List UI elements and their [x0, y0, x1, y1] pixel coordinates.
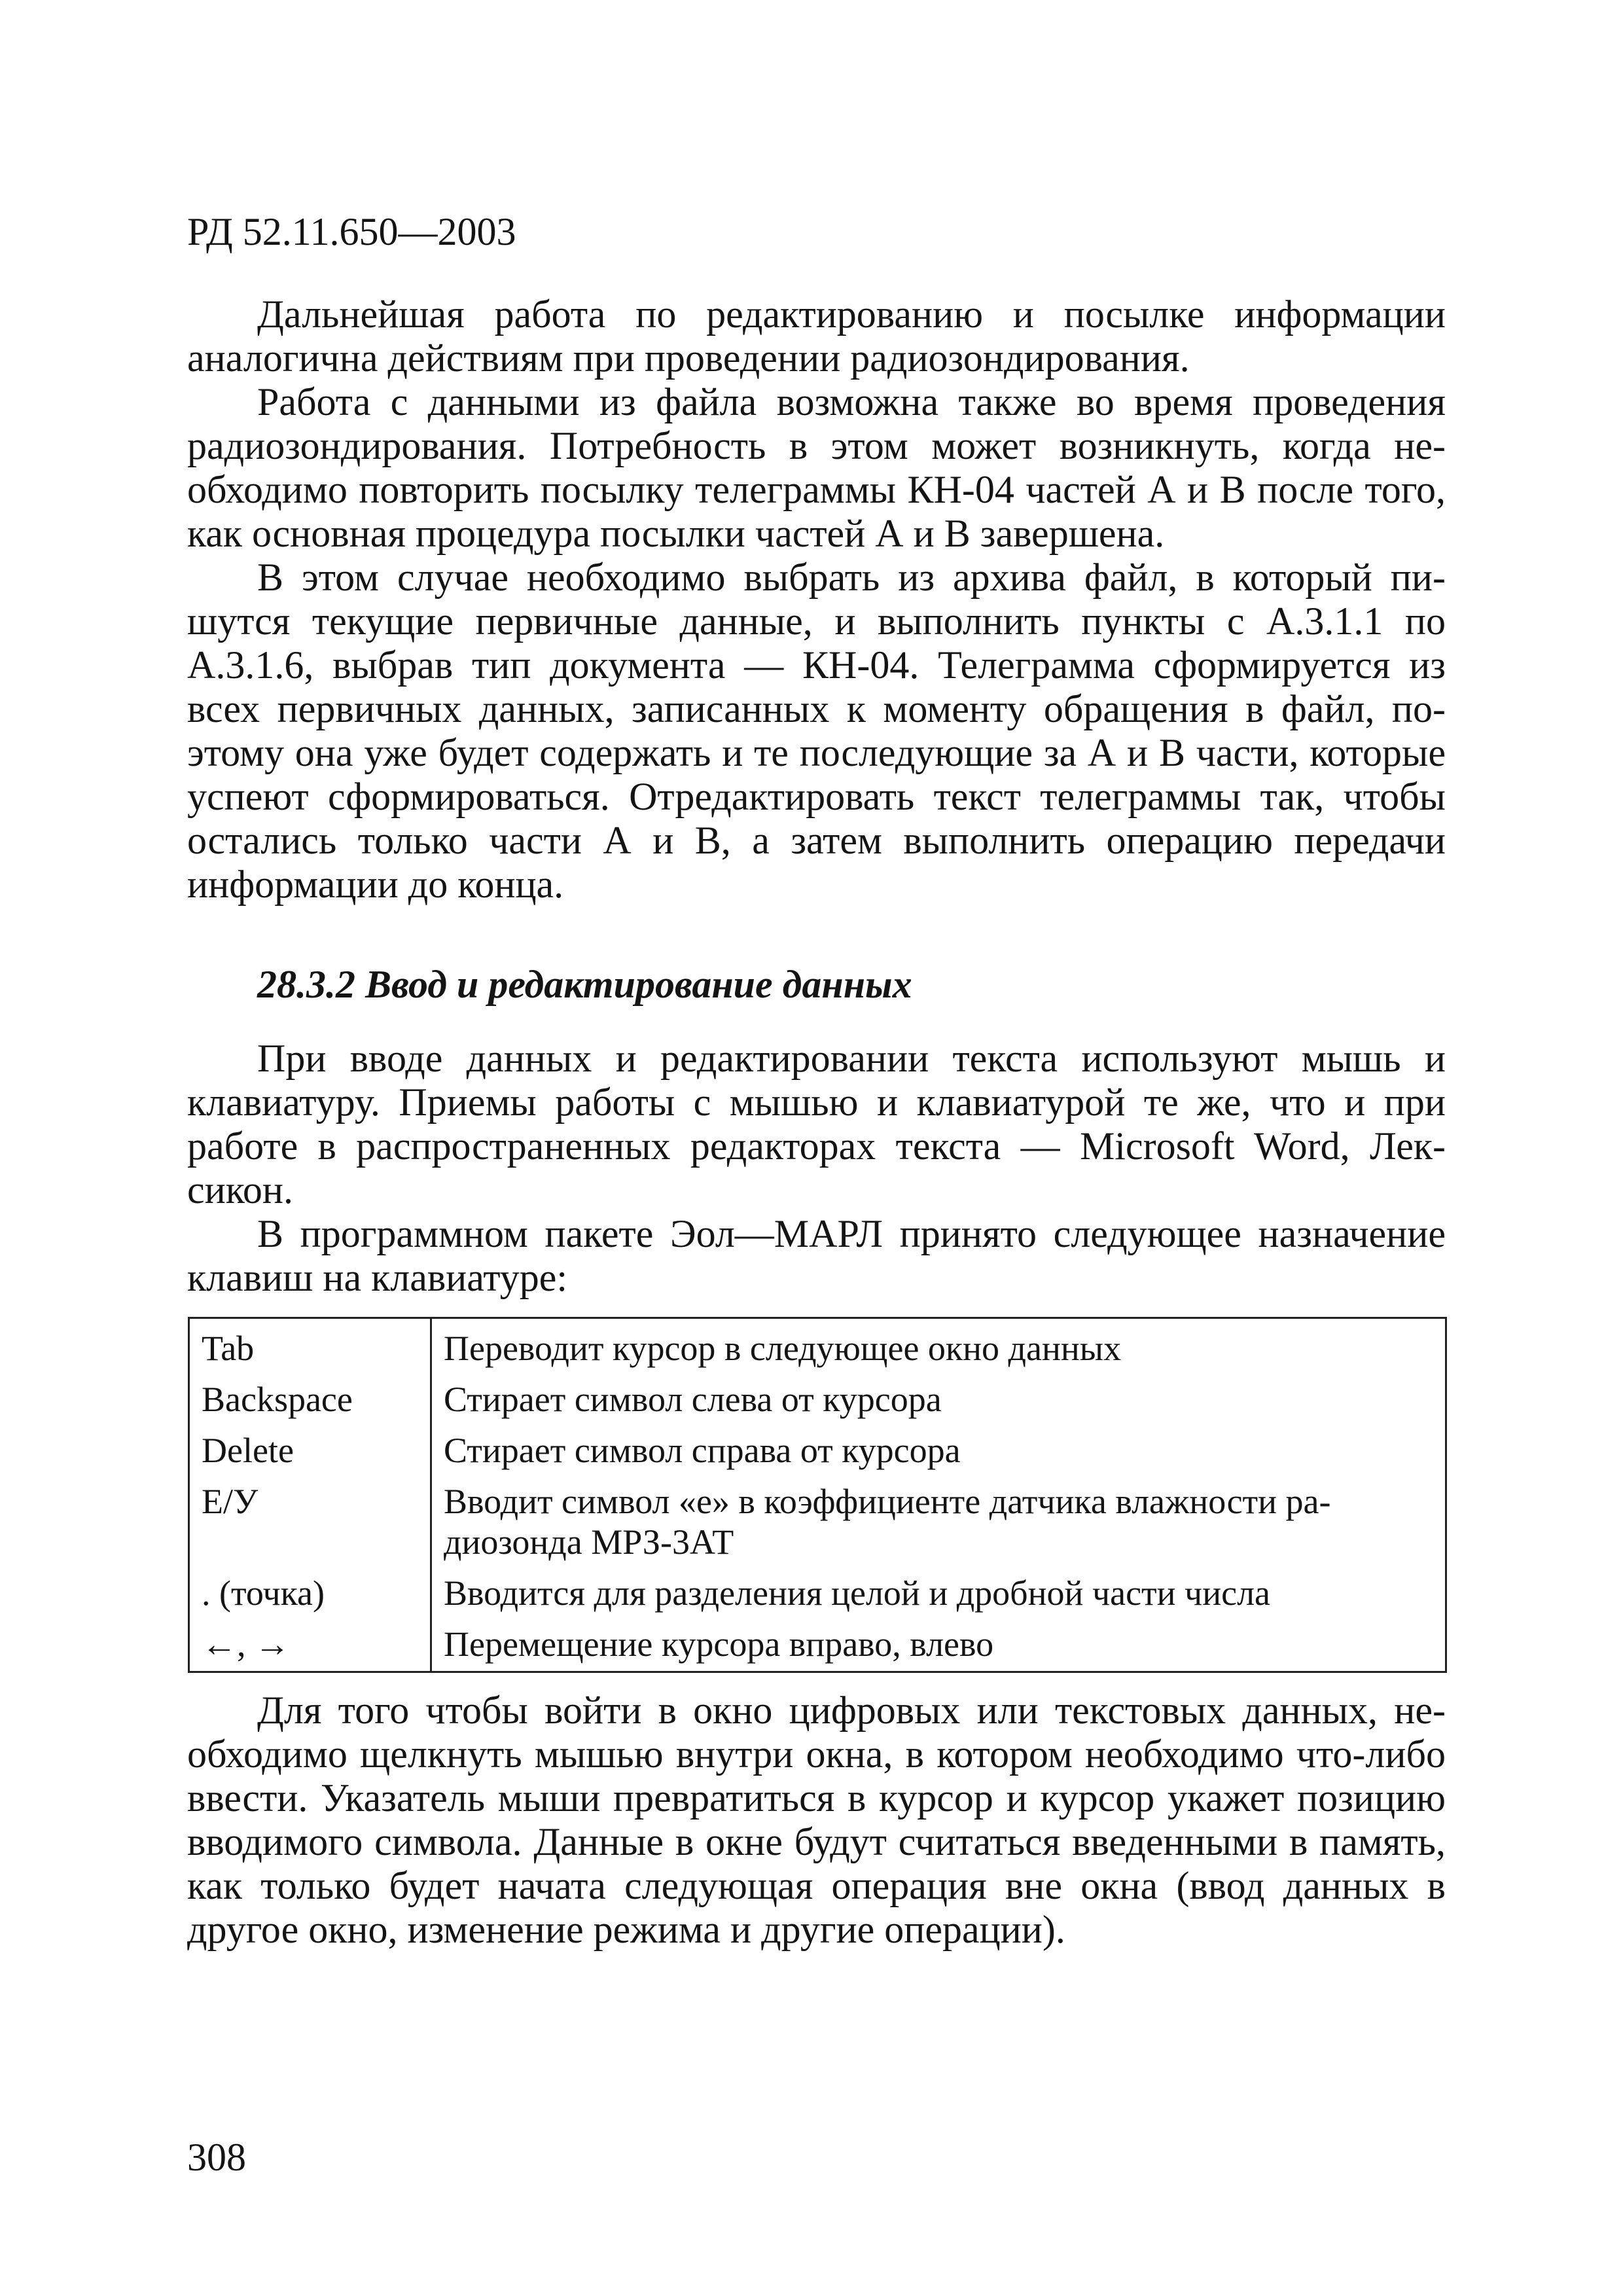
intro-text: [187, 293, 1446, 906]
action-cell: Стирает символ справа от курсора: [431, 1426, 1446, 1477]
key-assignment-table: [188, 1317, 1447, 1673]
key-cell: ←, →: [189, 1620, 431, 1672]
section-text: [187, 1037, 1446, 1300]
running-header: РД 52.11.650—2003: [187, 210, 516, 253]
key-cell: . (точка): [189, 1569, 431, 1620]
action-cell: Вводится для разделения целой и дробной части числа: [431, 1569, 1446, 1620]
table-row: [189, 1426, 1446, 1477]
page-number: 308: [187, 2136, 246, 2179]
section-heading: 28.3.2 Ввод и редактирование данных: [257, 963, 912, 1006]
action-cell: Перемещение курсора вправо, влево: [431, 1620, 1446, 1672]
paragraph: В программном пакете Эол—МАРЛ принято следующее назначение клавиш на клавиатуре:: [187, 1212, 1446, 1299]
action-cell: Стирает символ слева от курсора: [431, 1375, 1446, 1426]
key-cell: Tab: [189, 1318, 431, 1376]
action-cell: Переводит курсор в следующее окно данных: [431, 1318, 1446, 1376]
paragraph: При вводе данных и редактировании текста используют мышь и клавиатуру. Приемы работы с мышью и клавиатурой те же, что и при работе в распространенных редакторах текста — Microsoft Word, Лексикон.: [187, 1037, 1446, 1211]
paragraph: Для того чтобы войти в окно цифровых или текстовых данных, необходимо щелкнуть мышью внутри окна, в котором необходимо что-либо ввести. Указатель мыши превратиться в курсор и курсор укажет позицию вводимого символа. Данные в окне будут считаться введенными в память, как только будет начата следующая операция вне окна (ввод данных в другое окно, изменение режима и другие операции).: [187, 1689, 1446, 1951]
closing-text: [187, 1689, 1446, 1952]
table-row: [189, 1620, 1446, 1672]
key-cell: Backspace: [189, 1375, 431, 1426]
table-row: [189, 1477, 1446, 1569]
table-row: [189, 1375, 1446, 1426]
paragraph: Работа с данными из файла возможна также во время проведения радиозондирования. Потребность в этом может возникнуть, когда необходимо повторить посылку телеграммы КН-04 частей А и В после того, как основная процедура посылки частей А и В завершена.: [187, 380, 1446, 555]
paragraph: В этом случае необходимо выбрать из архива файл, в который пишутся текущие первичные данные, и выполнить пункты с А.3.1.1 по А.3.1.6, выбрав тип документа — КН-04. Телеграмма сформируется из всех первичных данных, записанных к моменту обращения в файл, поэтому она уже будет содержать и те последующие за А и В части, которые успеют сформироваться. Отредактировать текст телеграммы так, чтобы остались только части А и В, а затем выполнить операцию передачи информации до конца.: [187, 556, 1446, 906]
paragraph: Дальнейшая работа по редактированию и посылке информации аналогична действиям при проведении радиозондирования.: [187, 293, 1446, 380]
action-cell: Вводит символ «е» в коэффициенте датчика влажности радиозонда МРЗ-3АТ: [431, 1477, 1446, 1569]
table-row: [189, 1569, 1446, 1620]
key-cell: Delete: [189, 1426, 431, 1477]
key-cell: Е/У: [189, 1477, 431, 1569]
table-row: [189, 1318, 1446, 1376]
